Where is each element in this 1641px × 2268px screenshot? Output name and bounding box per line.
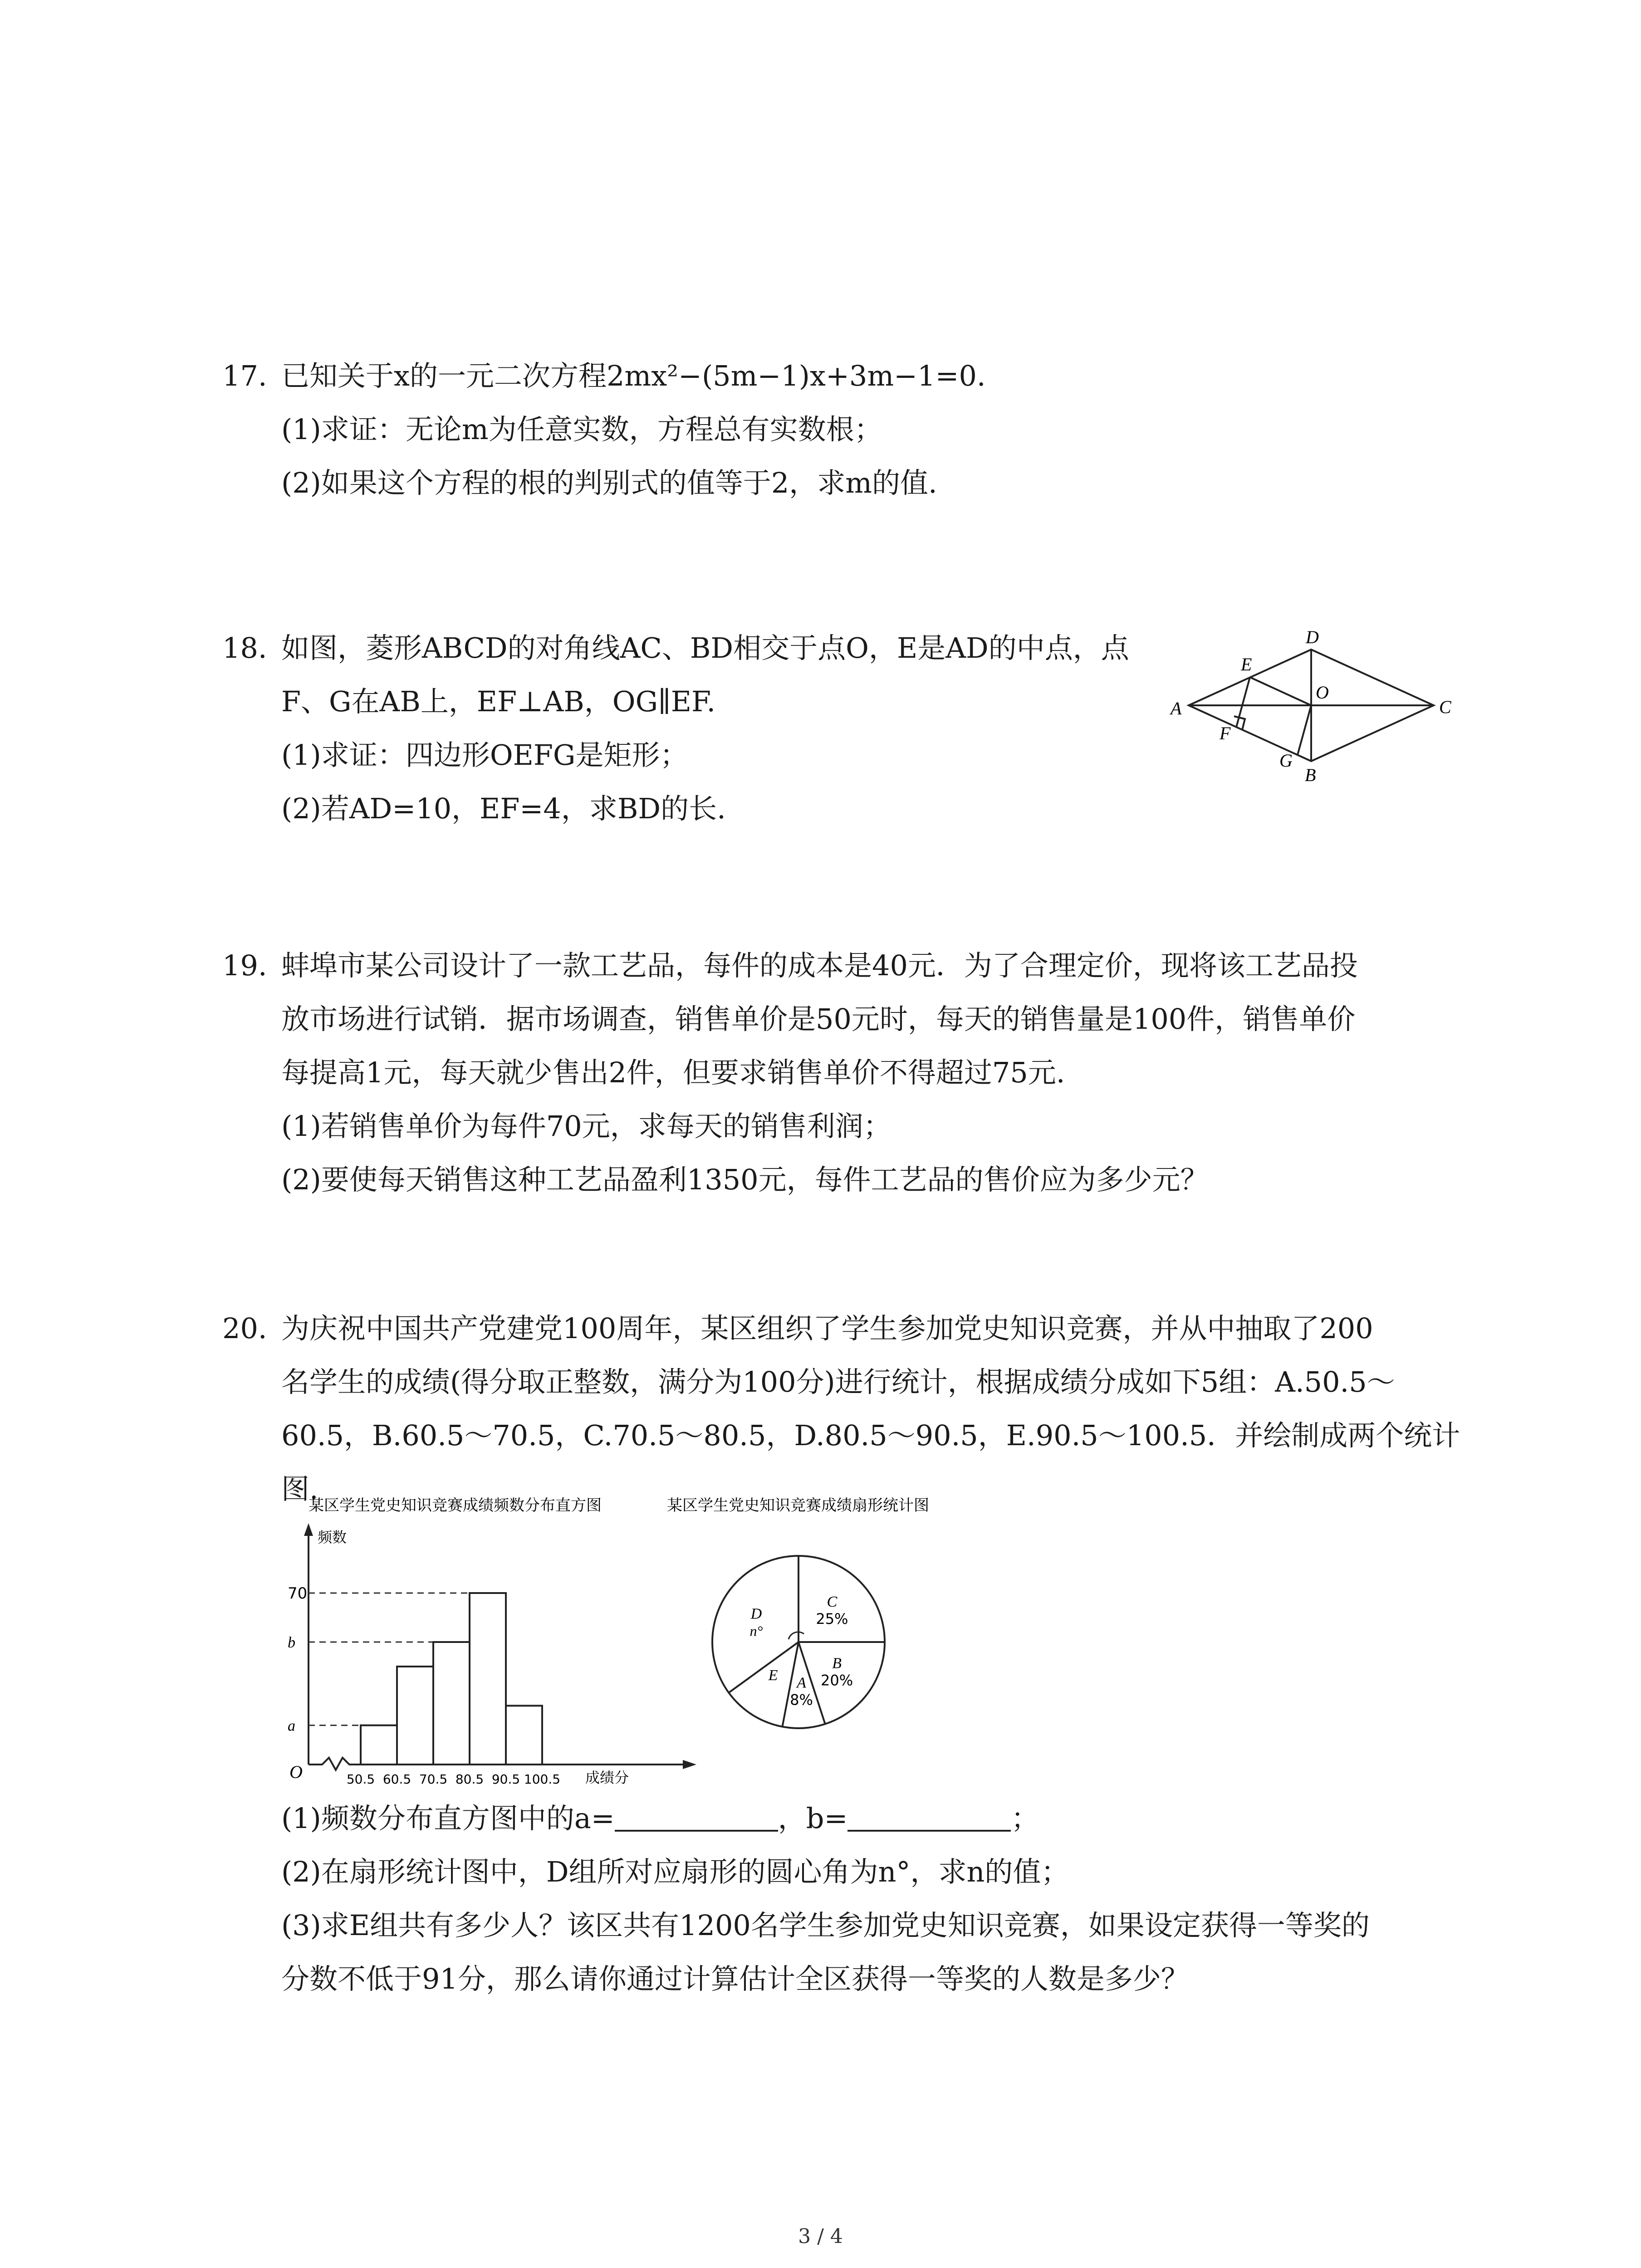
sub-question-1-text-b: ，b= [778,1802,848,1835]
question-17 [222,349,1447,510]
sub-question-1: (1)若销售单价为每件70元，求每天的销售利润； [281,1110,892,1143]
pie-title: 某区学生党史知识竞赛成绩扇形统计图 [667,1496,929,1515]
pie-slice-label: E [768,1667,778,1684]
answer-blank-b[interactable] [847,1803,1011,1832]
sub-question-3-line-2: 分数不低于91分，那么请你通过计算估计全区获得一等奖的人数是多少？ [281,1962,1189,1995]
question-stem-line-1: 蚌埠市某公司设计了一款工艺品，每件的成本是40元．为了合理定价，现将该工艺品投 [281,949,1358,982]
question-stem-line-1: 为庆祝中国共产党建党100周年，某区组织了学生参加党史知识竞赛，并从中抽取了200 [281,1312,1373,1345]
y-axis-arrow [304,1523,313,1536]
pie-slice-percent: n° [749,1623,763,1639]
label-a: A [1171,698,1182,719]
pie-slice-percent: 20% [820,1672,853,1689]
question-number: 18. [222,631,267,665]
histogram-title: 某区学生党史知识竞赛成绩频数分布直方图 [309,1496,602,1515]
label-d: D [1306,627,1319,647]
histogram-bar [397,1667,433,1765]
question-stem-line-2: 放市场进行试销．据市场调查，销售单价是50元时，每天的销售量是100件，销售单价 [281,1002,1356,1036]
sub-question-2: (2)要使每天销售这种工艺品盈利1350元，每件工艺品的售价应为多少元？ [281,1163,1209,1196]
label-o: O [1316,682,1329,703]
label-f: F [1220,723,1231,743]
y-tick-label: a [288,1717,295,1735]
question-stem: 已知关于x的一元二次方程2mx²−(5m−1)x+3m−1=0. [281,359,986,392]
question-19 [222,939,1447,1207]
pie-chart [662,1492,1003,1746]
segment-og [1298,705,1311,755]
question-20-subparts [222,1792,1447,2006]
histogram-chart [272,1492,708,1801]
pie-slice-percent: 8% [790,1691,813,1709]
histogram-bar [361,1725,397,1765]
sub-question-1: (1)求证：四边形OEFG是矩形； [281,738,688,772]
y-tick-label: 70 [288,1584,308,1603]
histogram-bar [470,1593,506,1765]
sub-question-2: (2)若AD=10，EF=4，求BD的长. [281,792,726,825]
pie-slice-label: C [827,1593,838,1611]
question-20 [222,1302,1460,1516]
question-stem-line-1: 如图，菱形ABCD的对角线AC、BD相交于点O，E是AD的中点，点 [281,631,1129,665]
sub-question-3-line-1: (3)求E组共有多少人？该区共有1200名学生参加党史知识竞赛，如果设定获得一等奖的 [281,1909,1370,1942]
pie-slice-label: D [750,1605,762,1623]
pie-slice-label: B [832,1655,842,1672]
x-tick-label: 80.5 [455,1772,484,1787]
histogram-bar [433,1642,470,1765]
label-g: G [1279,750,1293,771]
rhombus-figure [1161,617,1456,794]
question-stem-line-4: 图. [281,1472,318,1505]
label-e: E [1241,654,1252,675]
question-stem-line-3: 每提高1元，每天就少售出2件，但要求销售单价不得超过75元. [281,1056,1065,1089]
x-tick-label: 70.5 [419,1772,448,1787]
segment-ef [1236,677,1250,727]
pie-slice-label: A [797,1674,806,1691]
pie-slice-percent: 25% [816,1610,848,1628]
answer-blank-a[interactable] [615,1803,778,1832]
sub-question-1 [281,1792,1447,1845]
question-stem-line-2: 名学生的成绩(得分取正整数，满分为100分)进行统计，根据成绩分成如下5组：A.50.5～ [281,1365,1395,1398]
page-number: 3 / 4 [798,2225,843,2248]
sub-question-2: (2)在扇形统计图中，D组所对应扇形的圆心角为n°，求n的值； [281,1855,1069,1888]
sub-question-2: (2)如果这个方程的根的判别式的值等于2，求m的值. [281,466,937,499]
question-number: 19. [222,949,267,982]
x-tick-label: 90.5 [491,1772,520,1787]
question-number: 17. [222,359,267,392]
question-number: 20. [222,1312,267,1345]
question-stem-line-3: 60.5，B.60.5～70.5，C.70.5～80.5，D.80.5～90.5，E.90.5～100.5．并绘制成两个统计 [281,1419,1460,1452]
y-tick-label: b [288,1634,295,1651]
question-stem-line-2: F、G在AB上，EF⊥AB，OG∥EF. [281,685,716,718]
label-c: C [1439,697,1451,717]
segment-eo [1250,677,1311,705]
x-tick-label: 100.5 [524,1772,561,1787]
label-b: B [1305,765,1316,785]
sub-question-1: (1)求证：无论m为任意实数，方程总有实数根； [281,413,882,446]
origin-label: O [289,1762,303,1782]
sub-question-1-text-c: ； [1011,1802,1039,1835]
histogram-bar [506,1706,542,1765]
x-tick-label: 50.5 [346,1772,375,1787]
sub-question-1-text-a: (1)频数分布直方图中的a= [281,1802,615,1835]
x-axis-label: 成绩分 [585,1769,629,1786]
x-tick-label: 60.5 [382,1772,411,1787]
x-axis-arrow [683,1760,696,1769]
y-axis-label: 频数 [318,1529,347,1546]
